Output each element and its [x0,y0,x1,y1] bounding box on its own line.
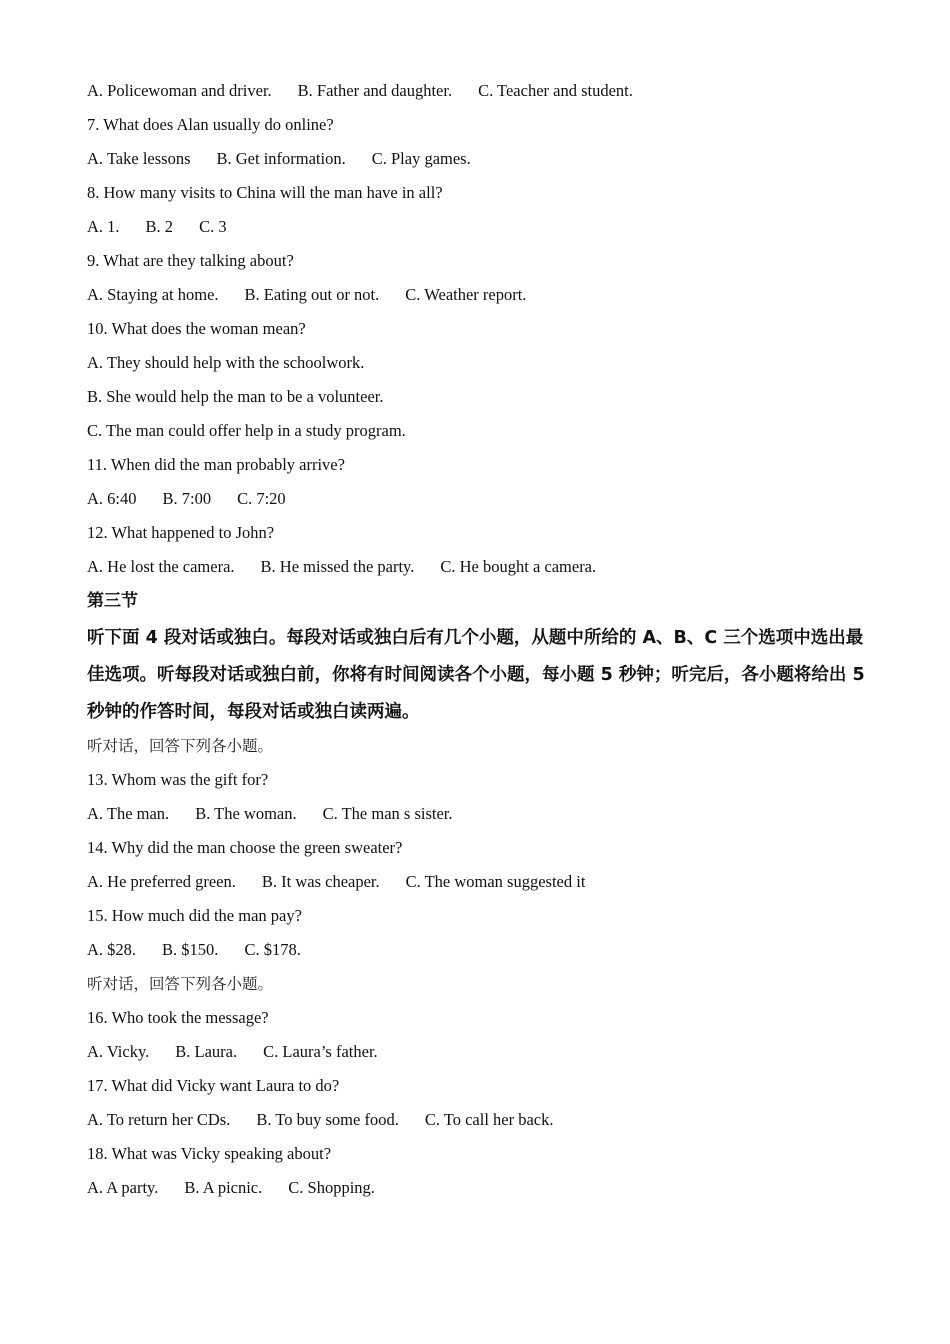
question-text: 16. Who took the message? [87,1008,269,1027]
question-text: 11. When did the man probably arrive? [87,455,345,474]
answer-options [87,1105,877,1139]
answer-option: C. Weather report. [405,285,527,304]
answer-option: A. Staying at home. [87,285,219,304]
answer-option: B. The woman. [195,804,297,823]
answer-options [87,212,877,246]
question-text: 18. What was Vicky speaking about? [87,1144,332,1163]
answer-options [87,867,877,901]
question-text: 12. What happened to John? [87,523,275,542]
section-title: 第三节 [87,591,138,611]
answer-option: A. To return her CDs. [87,1110,231,1129]
answer-option: B. 2 [145,217,174,236]
section-instructions: 听下面 4 段对话或独白。每段对话或独白后有几个小题，从题中所给的 A、B、C 三个选项中选出最佳选项。听每段对话或独白前，你将有时间阅读各个小题，每小题 5 秒钟；听完后，各小题将给出 5 秒钟的作答时间，每段对话或独白读两遍。 [87,628,865,722]
answer-option: C. Shopping. [288,1178,375,1197]
answer-option: B. It was cheaper. [261,872,380,891]
answer-option: B. She would help the man to be a volunteer. [87,387,384,406]
dialogue-subheading: 听对话，回答下列各小题。 [87,737,274,755]
answer-option: B. Get information. [216,149,346,168]
answer-option: A. Take lessons [87,149,191,168]
answer-option: B. To buy some food. [256,1110,399,1129]
answer-option: A. $28. [87,940,137,959]
answer-options [87,935,877,969]
answer-option: C. $178. [244,940,301,959]
question-text: 10. What does the woman mean? [87,319,306,338]
answer-option: A. A party. [87,1178,159,1197]
answer-option: B. 7:00 [162,489,212,508]
answer-option: A. They should help with the schoolwork. [87,353,365,372]
answer-options [87,280,877,314]
answer-option: C. To call her back. [424,1110,554,1129]
answer-option: B. He missed the party. [260,557,415,576]
answer-option: C. Play games. [371,149,471,168]
answer-option: A. The man. [87,804,170,823]
question-text: 8. How many visits to China will the man have in all? [87,183,443,202]
exam-page [87,76,877,1207]
answer-option: B. Eating out or not. [244,285,380,304]
answer-options [87,552,877,586]
answer-option: C. The man s sister. [322,804,453,823]
answer-options [87,1037,877,1071]
question-text: 13. Whom was the gift for? [87,770,269,789]
question-text: 14. Why did the man choose the green sweater? [87,838,403,857]
answer-option: A. Policewoman and driver. [87,81,272,100]
answer-option: A. He lost the camera. [87,557,235,576]
answer-option: C. He bought a camera. [440,557,597,576]
question-text: 9. What are they talking about? [87,251,294,270]
answer-option: C. 7:20 [237,489,286,508]
answer-options [87,1173,877,1207]
answer-option: A. Vicky. [87,1042,150,1061]
answer-option: B. A picnic. [184,1178,263,1197]
answer-option: C. Laura’s father. [263,1042,378,1061]
answer-options [87,484,877,518]
answer-option: B. Laura. [175,1042,238,1061]
answer-options [87,144,877,178]
answer-option: B. Father and daughter. [297,81,453,100]
answer-option: C. The man could offer help in a study program. [87,421,406,440]
answer-option: A. 1. [87,217,120,236]
answer-option: B. $150. [162,940,219,959]
answer-option: C. Teacher and student. [478,81,633,100]
answer-option: C. 3 [199,217,227,236]
answer-option: A. 6:40 [87,489,137,508]
question-text: 7. What does Alan usually do online? [87,115,334,134]
answer-option: A. He preferred green. [87,872,236,891]
answer-options [87,76,877,110]
question-text: 17. What did Vicky want Laura to do? [87,1076,340,1095]
question-text: 15. How much did the man pay? [87,906,302,925]
dialogue-subheading: 听对话，回答下列各小题。 [87,975,274,993]
answer-options [87,799,877,833]
answer-option: C. The woman suggested it [405,872,586,891]
